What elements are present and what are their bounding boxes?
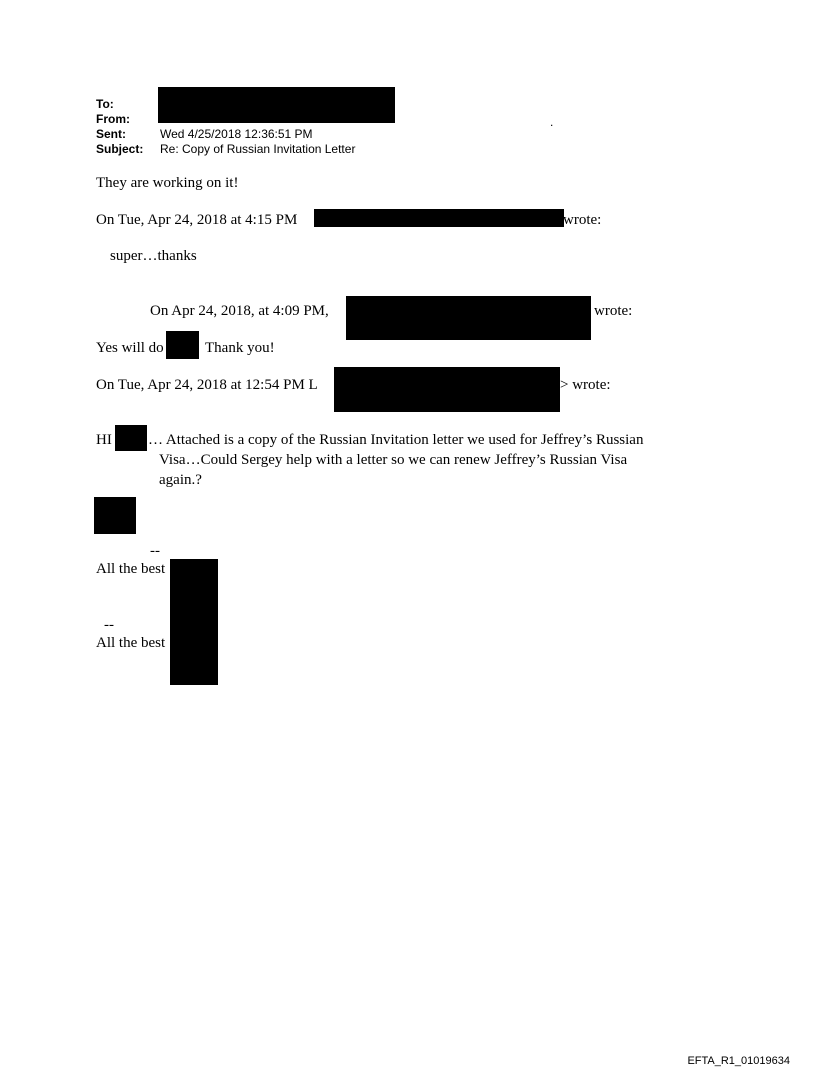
quote3-line1: … Attached is a copy of the Russian Invitation letter we used for Jeffrey’s Russian — [148, 432, 644, 448]
redaction-signature-name — [170, 559, 218, 685]
subject-label: Subject: — [96, 142, 144, 156]
signature-separator-1: -- — [150, 543, 160, 559]
redaction-quote3-name — [115, 425, 147, 451]
quote3-header-post: > wrote: — [560, 377, 611, 393]
quote2-header-pre: On Apr 24, 2018, at 4:09 PM, — [150, 303, 329, 319]
quote1-header-post: wrote: — [563, 212, 602, 228]
signature-text-1: All the best — [96, 561, 166, 577]
redaction-quote2-body — [166, 331, 199, 359]
redaction-to-from — [158, 87, 395, 123]
subject-value: Re: Copy of Russian Invitation Letter — [160, 142, 356, 156]
redaction-quote3-signature — [94, 497, 136, 534]
signature-text-2: All the best — [96, 635, 166, 651]
redaction-quote1-sender — [314, 209, 564, 227]
quote2-body-post: Thank you! — [205, 340, 275, 356]
quote3-header-pre: On Tue, Apr 24, 2018 at 12:54 PM L — [96, 377, 318, 393]
quote2-header-post: wrote: — [594, 303, 633, 319]
quote3-line2: Visa…Could Sergey help with a letter so we can renew Jeffrey’s Russian Visa — [159, 452, 628, 468]
sent-label: Sent: — [96, 127, 126, 141]
redaction-quote3-sender — [334, 367, 560, 412]
quote3-line3: again.? — [159, 472, 202, 488]
sent-value: Wed 4/25/2018 12:36:51 PM — [160, 127, 313, 141]
signature-separator-2: -- — [104, 617, 114, 633]
document-id: EFTA_R1_01019634 — [687, 1055, 790, 1067]
to-label: To: — [96, 97, 114, 111]
reply-text: They are working on it! — [96, 175, 239, 191]
quote1-body: super…thanks — [110, 248, 197, 264]
quote2-body-pre: Yes will do — [96, 340, 164, 356]
stray-mark: . — [550, 115, 554, 129]
redaction-quote2-sender — [346, 296, 591, 340]
quote1-header-pre: On Tue, Apr 24, 2018 at 4:15 PM — [96, 212, 298, 228]
from-label: From: — [96, 112, 130, 126]
quote3-greeting: HI — [96, 432, 112, 448]
